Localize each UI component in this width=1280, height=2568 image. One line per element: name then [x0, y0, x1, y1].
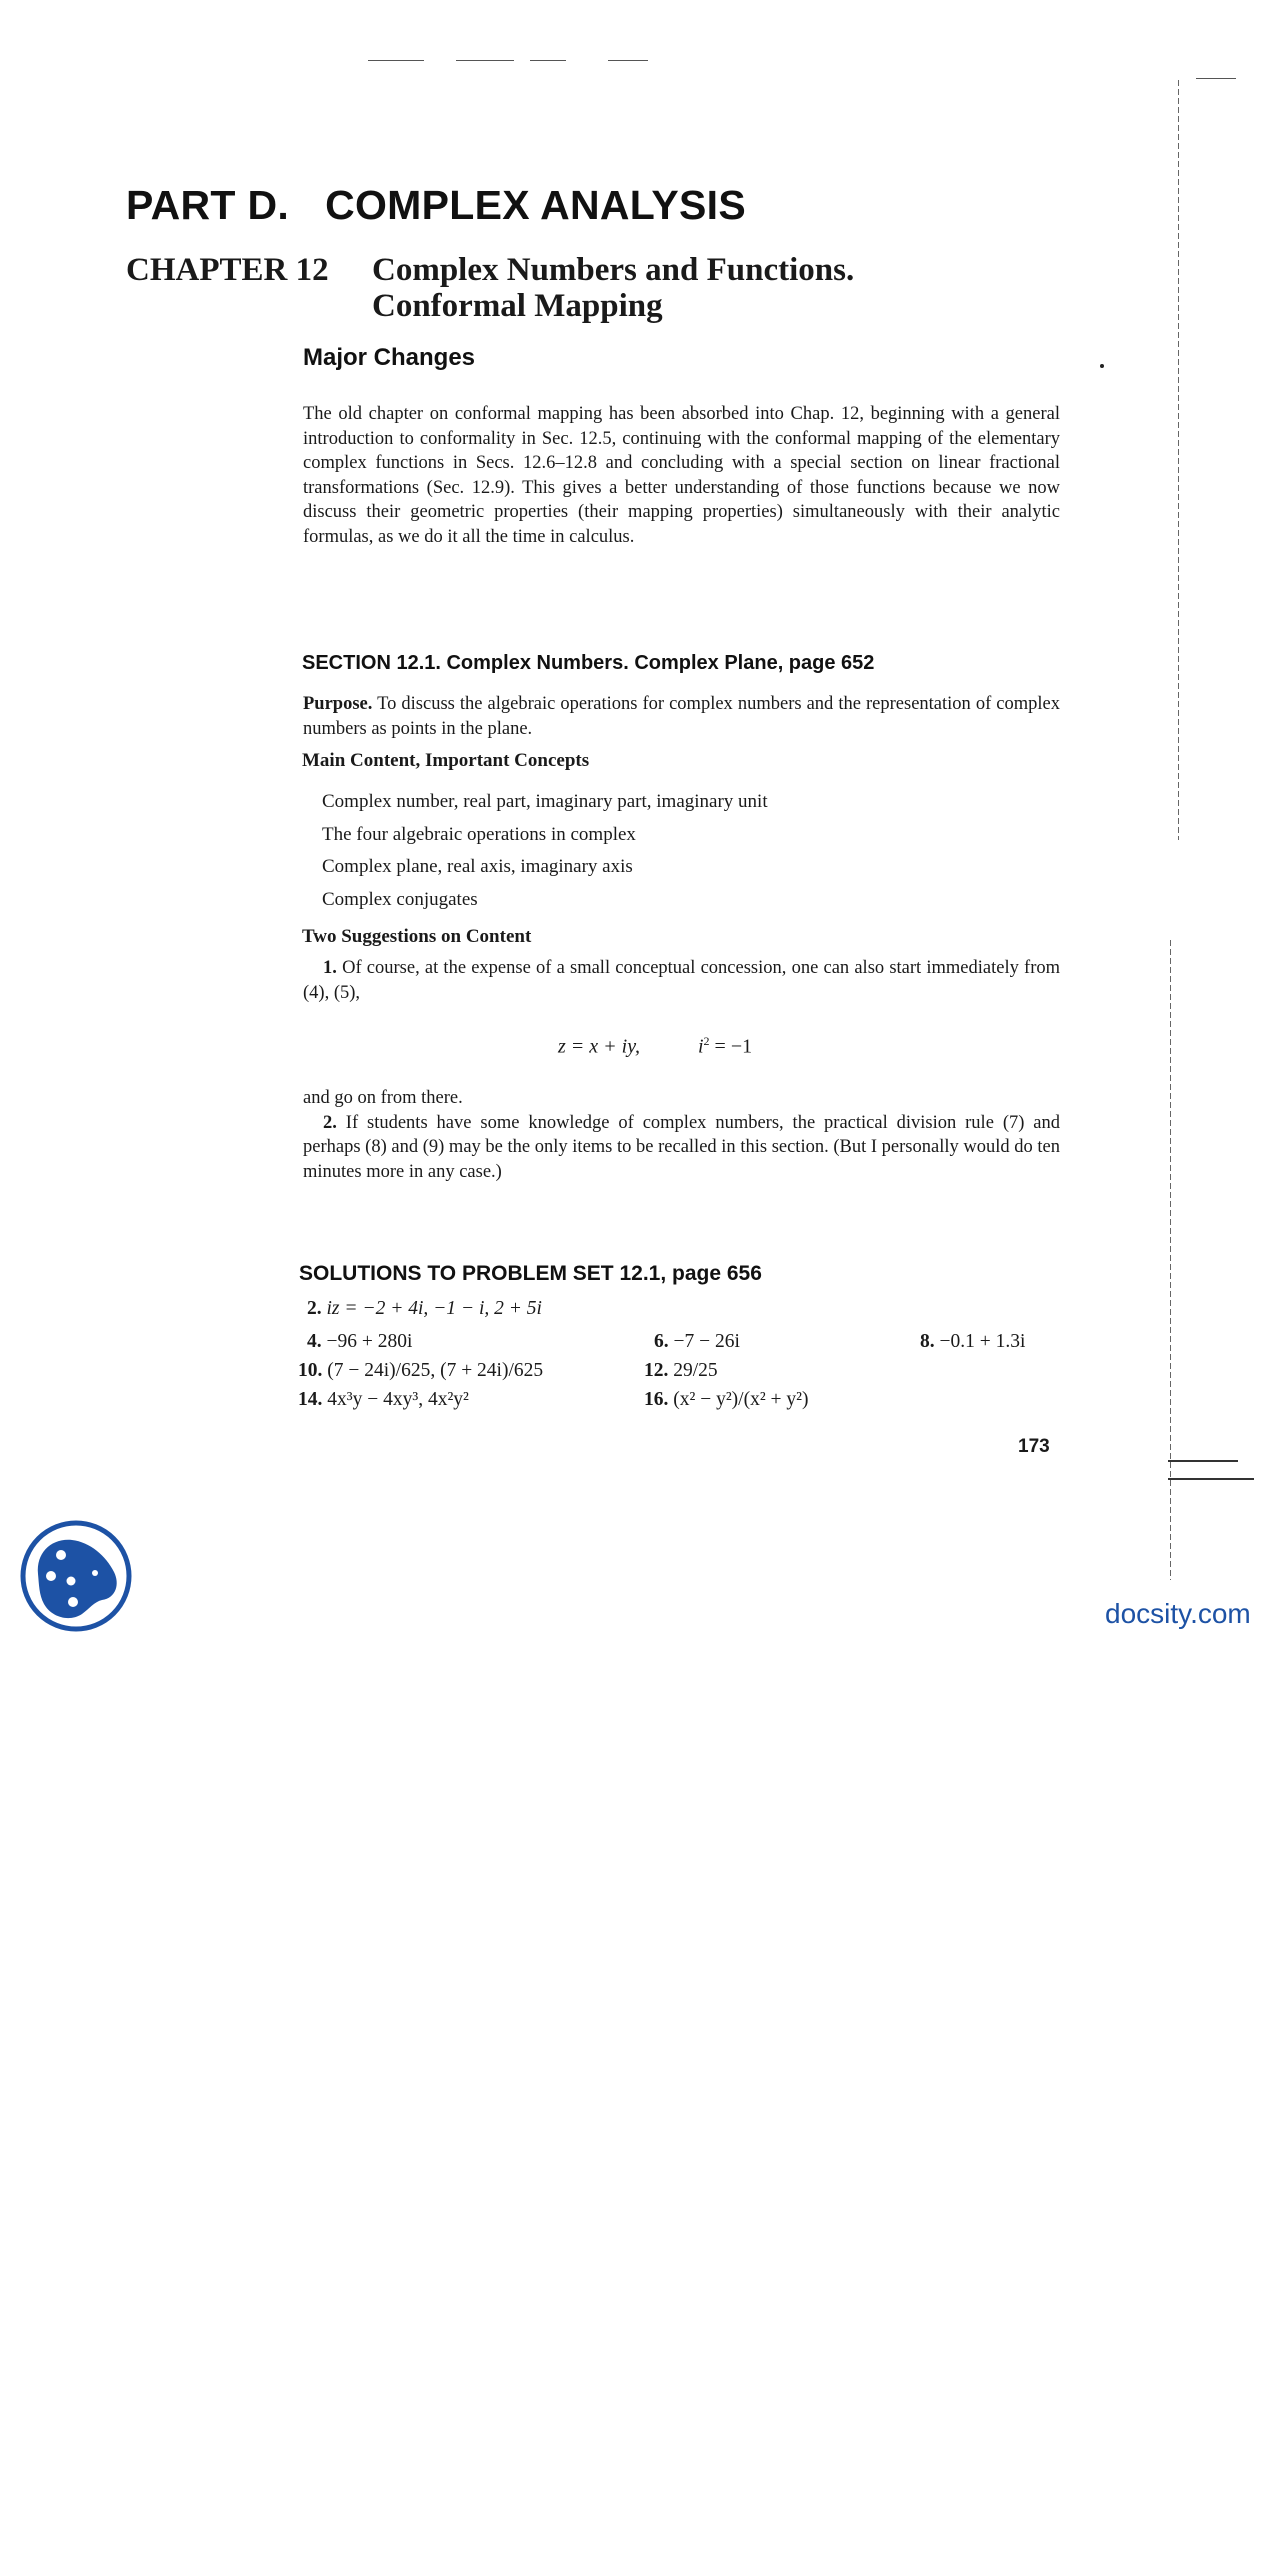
equation-right-exponent: 2: [703, 1034, 710, 1048]
scan-artifact-line: [1168, 1460, 1238, 1462]
part-title: [126, 182, 746, 229]
concept-item: The four algebraic operations in complex: [322, 823, 636, 845]
suggestion-1-number: 1.: [323, 958, 337, 978]
concept-item: Complex conjugates: [322, 888, 478, 910]
scan-artifact-line: [1168, 1478, 1254, 1480]
scan-artifact-line: [530, 60, 566, 61]
scan-artifact-vertical: [1170, 940, 1171, 1580]
answer-text: −7 − 26i: [673, 1331, 740, 1352]
suggestion-1: [303, 956, 1060, 1005]
chapter-title: [372, 252, 854, 324]
scan-artifact-dot: [1100, 364, 1104, 368]
suggestion-2-block: [303, 1086, 1060, 1184]
suggestion-2-number: 2.: [323, 1112, 337, 1133]
docsity-logo-icon[interactable]: [18, 1518, 134, 1634]
equation: [558, 1034, 752, 1059]
page-number: 173: [1018, 1436, 1050, 1457]
suggestion-2-text: If students have some knowledge of complex numbers, the practical division rule (7) and perhaps (8) and (9) may be the only items to be recalled in this section. (But I personally would do ten minutes more in any case.): [303, 1112, 1060, 1182]
chapter-title-line2: Conformal Mapping: [372, 288, 663, 324]
answer-item: 6. −7 − 26i: [654, 1331, 740, 1352]
answer-item: 14. 4x³y − 4xy³, 4x²y²: [298, 1389, 469, 1410]
major-changes-text: The old chapter on conformal mapping has been absorbed into Chap. 12, beginning with a general introduction to conformality in Sec. 12.5, continuing with the conformal mapping of the elementary complex functions in Secs. 12.6–12.8 and concluding with a special section on linear fractional transformations (Sec. 12.9). This gives a better understanding of those functions because we now discuss their geometric properties (their mapping properties) simultaneously with their analytic formulas, as we do it all the time in calculus.: [303, 404, 1060, 547]
answer-text: (7 − 24i)/625, (7 + 24i)/625: [327, 1360, 544, 1381]
section-heading: SECTION 12.1. Complex Numbers. Complex Plane, page 652: [302, 652, 875, 674]
concept-item: Complex plane, real axis, imaginary axis: [322, 856, 633, 878]
concept-list: [322, 786, 768, 916]
answer-text: 4x³y − 4xy³, 4x²y²: [327, 1389, 469, 1410]
answer-text: 29/25: [673, 1360, 718, 1381]
after-equation-text: and go on from there.: [303, 1088, 463, 1108]
purpose-label: Purpose.: [303, 694, 373, 714]
equation-right-base: i: [697, 1035, 704, 1058]
answer-item: 12. 29/25: [644, 1360, 718, 1381]
scan-artifact-line: [1196, 78, 1236, 79]
equation-right-rest: = −1: [709, 1035, 753, 1058]
answer-text: (x² − y²)/(x² + y²): [673, 1389, 809, 1410]
major-changes-heading: Major Changes: [303, 344, 476, 371]
answer-item: 10. (7 − 24i)/625, (7 + 24i)/625: [298, 1360, 544, 1381]
chapter-label: CHAPTER 12: [126, 252, 329, 288]
scan-artifact-line: [608, 60, 648, 61]
suggestion-1-text: Of course, at the expense of a small conceptual concession, one can also start immediately from (4), (5),: [303, 958, 1061, 1003]
purpose-text: To discuss the algebraic operations for complex numbers and the representation of complex numbers as points in the plane.: [303, 694, 1060, 739]
answer-item: 2. iz = −2 + 4i, −1 − i, 2 + 5i: [307, 1298, 542, 1319]
scan-artifact-line: [368, 60, 424, 61]
scan-artifact-vertical: [1178, 80, 1179, 840]
equation-left: z = x + iy,: [558, 1035, 640, 1058]
answer-text: −96 + 280i: [326, 1331, 413, 1352]
concept-item: Complex number, real part, imaginary part, imaginary unit: [322, 791, 768, 812]
part-label: PART D.: [126, 182, 290, 228]
answer-item: 4. −96 + 280i: [307, 1331, 413, 1352]
part-name: COMPLEX ANALYSIS: [325, 182, 747, 228]
chapter-title-line1: Complex Numbers and Functions.: [372, 252, 855, 288]
purpose-paragraph: [303, 692, 1060, 741]
scan-artifact-line: [456, 60, 514, 61]
answer-item: 8. −0.1 + 1.3i: [920, 1331, 1026, 1352]
main-content-heading: Main Content, Important Concepts: [302, 750, 590, 771]
solutions-heading: SOLUTIONS TO PROBLEM SET 12.1, page 656: [299, 1262, 762, 1285]
answer-text: −0.1 + 1.3i: [939, 1331, 1026, 1352]
docsity-watermark-link[interactable]: docsity.com: [1105, 1598, 1251, 1629]
suggestions-heading: Two Suggestions on Content: [302, 926, 532, 947]
answer-text: iz = −2 + 4i, −1 − i, 2 + 5i: [326, 1298, 542, 1319]
answer-item: 16. (x² − y²)/(x² + y²): [644, 1389, 809, 1410]
